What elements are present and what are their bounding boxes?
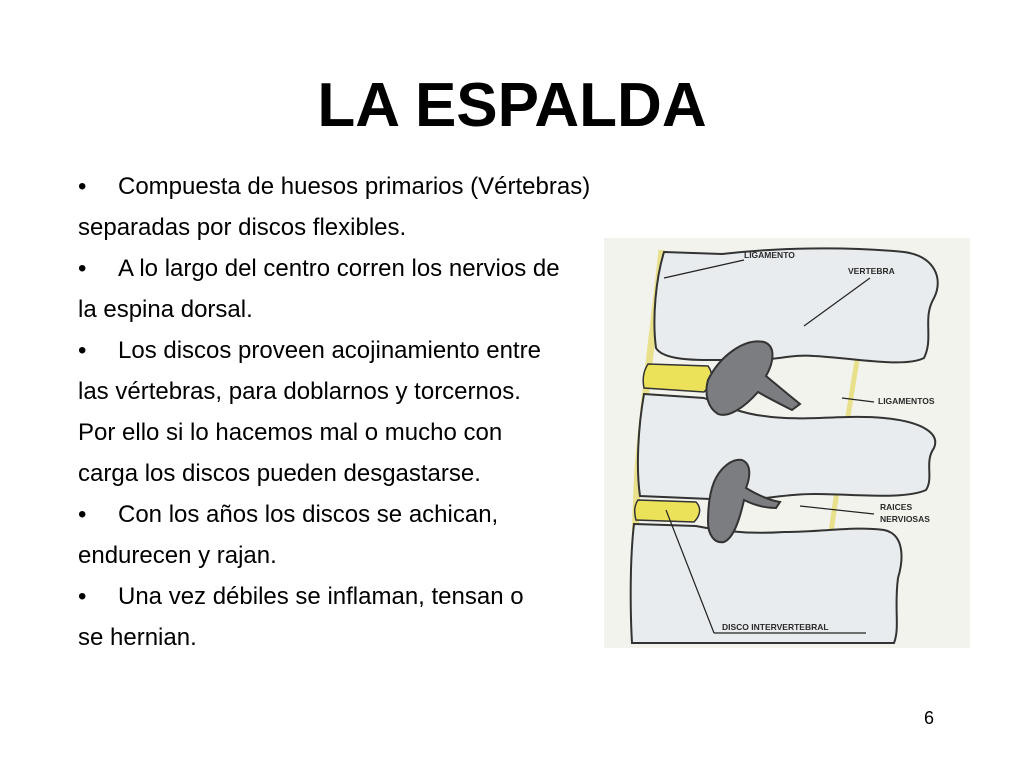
text-line: [78, 371, 678, 412]
label-disco: DISCO INTERVERTEBRAL: [722, 622, 829, 632]
line-text: Los discos proveen acojinamiento entre: [118, 337, 541, 364]
text-line: [78, 535, 678, 576]
label-raices: RAICES: [880, 502, 913, 512]
text-line: [78, 166, 678, 207]
text-line: [78, 494, 678, 535]
line-text: las vértebras, para doblarnos y torcernos.: [78, 378, 521, 405]
text-line: [78, 576, 678, 617]
bullet-icon: •: [78, 583, 87, 610]
line-text: separadas por discos flexibles.: [78, 214, 407, 241]
spine-illustration: [604, 238, 970, 648]
line-text: la espina dorsal.: [78, 296, 253, 323]
bullet-icon: •: [78, 255, 87, 282]
text-line: [78, 330, 678, 371]
bullet-icon: •: [78, 173, 87, 200]
line-text: Compuesta de huesos primarios (Vértebras): [118, 173, 591, 200]
label-nerviosas: NERVIOSAS: [880, 514, 930, 524]
text-line: [78, 617, 678, 658]
line-text: A lo largo del centro corren los nervios de: [118, 255, 560, 282]
slide-title: LA ESPALDA: [317, 71, 707, 140]
text-line: [78, 453, 678, 494]
disc-upper: [643, 364, 711, 392]
line-text: se hernian.: [78, 624, 197, 651]
bullet-icon: •: [78, 501, 87, 528]
text-line: [78, 412, 678, 453]
line-text: Una vez débiles se inflaman, tensan o: [118, 583, 524, 610]
vertebra-top: [654, 248, 937, 362]
disc-lower: [635, 500, 700, 522]
line-text: endurecen y rajan.: [78, 542, 277, 569]
line-text: Por ello si lo hacemos mal o mucho con: [78, 419, 503, 446]
bullet-icon: •: [78, 337, 87, 364]
label-ligamentos: LIGAMENTOS: [878, 396, 935, 406]
page-number: 6: [924, 708, 935, 728]
text-line: [78, 248, 678, 289]
label-vertebra: VERTEBRA: [848, 266, 895, 276]
label-ligamento: LIGAMENTO: [744, 250, 795, 260]
line-text: Con los años los discos se achican,: [118, 501, 499, 528]
text-line: [78, 207, 678, 248]
line-text: carga los discos pueden desgastarse.: [78, 460, 481, 487]
slide-body: [78, 166, 678, 658]
text-line: [78, 289, 678, 330]
